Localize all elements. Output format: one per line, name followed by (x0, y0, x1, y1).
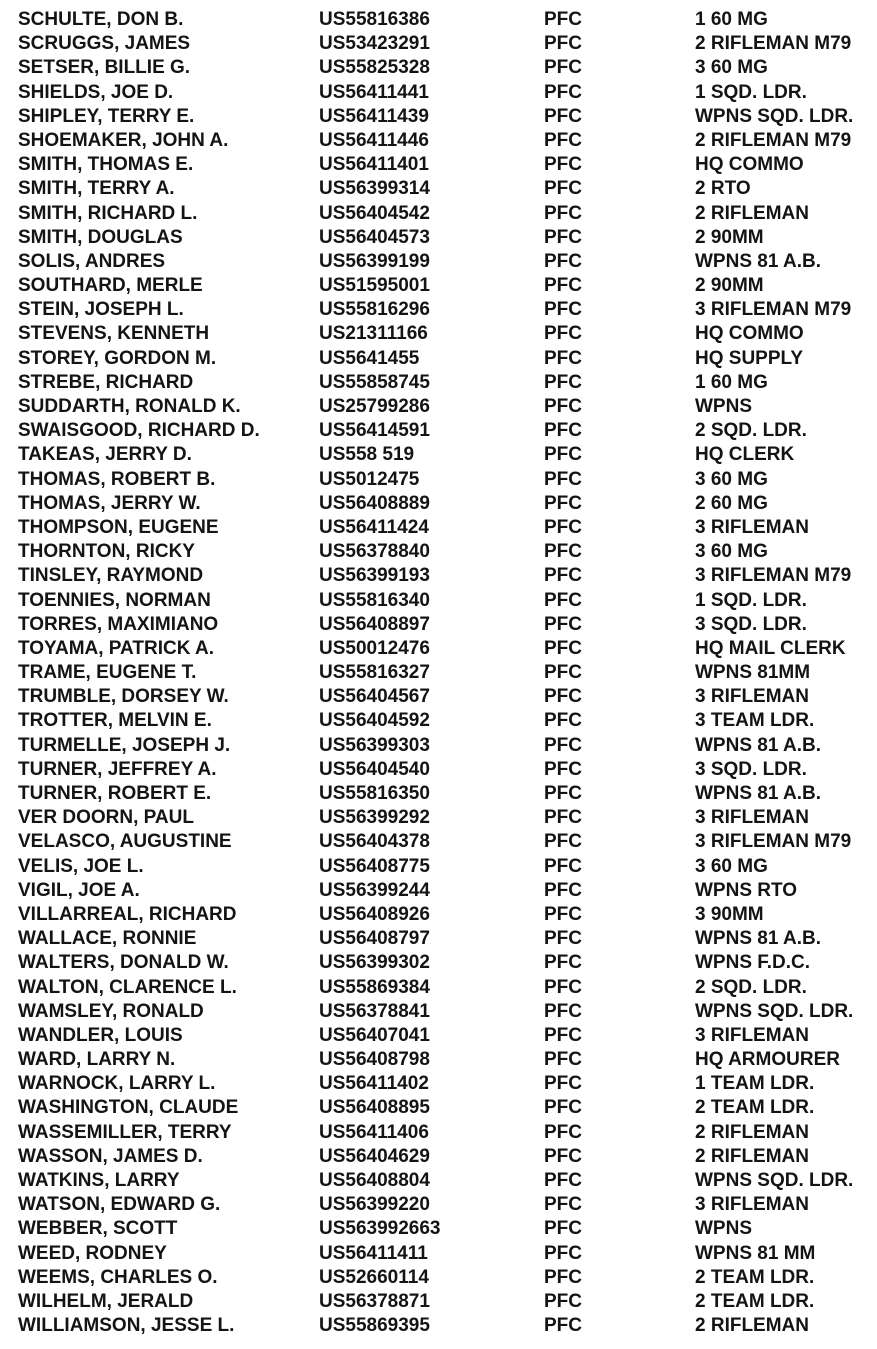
service-number: US55816340 (319, 589, 430, 611)
soldier-name: TOYAMA, PATRICK A. (18, 637, 214, 659)
rank: PFC (544, 686, 582, 708)
soldier-name: TURMELLE, JOSEPH J. (18, 734, 231, 756)
rank: PFC (544, 662, 582, 684)
duty-assignment: 3 60 MG (695, 855, 768, 877)
duty-assignment: 2 60 MG (695, 492, 768, 514)
soldier-name: VIGIL, JOE A. (18, 879, 140, 901)
duty-assignment: 3 RIFLEMAN M79 (695, 831, 852, 853)
soldier-name: WEEMS, CHARLES O. (18, 1266, 218, 1288)
service-number: US56408895 (319, 1097, 430, 1119)
service-number: US52660114 (319, 1266, 429, 1288)
duty-assignment: WPNS RTO (695, 879, 798, 901)
soldier-name: STEVENS, KENNETH (18, 323, 210, 345)
service-number: US558 519 (319, 444, 415, 466)
soldier-name: THOMPSON, EUGENE (18, 516, 219, 538)
soldier-name: WAMSLEY, RONALD (18, 1000, 204, 1022)
duty-assignment: 3 TEAM LDR. (695, 710, 815, 732)
duty-assignment: HQ COMMO (695, 323, 804, 345)
rank: PFC (544, 9, 582, 30)
roster-row (0, 298, 877, 322)
rank: PFC (544, 855, 582, 877)
service-number: US55816386 (319, 9, 430, 30)
service-number: US56404629 (319, 1145, 430, 1167)
rank: PFC (544, 710, 582, 732)
rank: PFC (544, 976, 582, 998)
rank: PFC (544, 202, 582, 224)
service-number: US56411411 (319, 1242, 428, 1264)
roster-row (0, 1314, 877, 1338)
roster-row (0, 1096, 877, 1120)
duty-assignment: 3 60 MG (695, 57, 768, 79)
roster-row (0, 105, 877, 129)
duty-assignment: WPNS 81MM (695, 662, 811, 684)
soldier-name: SUDDARTH, RONALD K. (18, 396, 241, 417)
rank: PFC (544, 565, 582, 587)
roster-row (0, 734, 877, 758)
duty-assignment: WPNS 81 MM (695, 1242, 816, 1264)
duty-assignment: 3 60 MG (695, 541, 768, 563)
duty-assignment: WPNS 81 A.B. (695, 734, 821, 756)
rank: PFC (544, 1266, 582, 1288)
rank: PFC (544, 323, 582, 345)
roster-row (0, 202, 877, 226)
rank: PFC (544, 1121, 582, 1143)
duty-assignment: 2 RIFLEMAN M79 (695, 33, 852, 55)
service-number: US56408926 (319, 903, 430, 925)
soldier-name: SMITH, TERRY A. (18, 178, 175, 200)
service-number: US56408897 (319, 613, 430, 635)
rank: PFC (544, 154, 582, 176)
soldier-name: SETSER, BILLIE G. (18, 57, 191, 79)
soldier-name: SOLIS, ANDRES (18, 250, 166, 272)
duty-assignment: 3 90MM (695, 903, 764, 925)
duty-assignment: 3 RIFLEMAN (695, 1024, 809, 1046)
roster-row (0, 951, 877, 975)
rank: PFC (544, 250, 582, 272)
duty-assignment: 3 RIFLEMAN (695, 1194, 809, 1216)
rank: PFC (544, 1073, 582, 1095)
soldier-name: TINSLEY, RAYMOND (18, 565, 204, 587)
service-number: US56404542 (319, 202, 430, 224)
duty-assignment: 2 RTO (695, 178, 751, 200)
service-number: US51595001 (319, 275, 430, 297)
roster-row (0, 661, 877, 685)
rank: PFC (544, 831, 582, 853)
soldier-name: WASSON, JAMES D. (18, 1145, 203, 1167)
roster-row (0, 709, 877, 733)
duty-assignment: HQ SUPPLY (695, 347, 804, 369)
rank: PFC (544, 299, 582, 321)
roster-row (0, 637, 877, 661)
service-number: US56411406 (319, 1121, 429, 1143)
rank: PFC (544, 758, 582, 780)
service-number: US56411441 (319, 81, 429, 103)
roster-row (0, 806, 877, 830)
rank: PFC (544, 1218, 582, 1240)
rank: PFC (544, 1145, 582, 1167)
duty-assignment: 2 TEAM LDR. (695, 1290, 815, 1312)
soldier-name: WILLIAMSON, JESSE L. (18, 1315, 235, 1337)
rank: PFC (544, 1049, 582, 1071)
soldier-name: WEED, RODNEY (18, 1242, 167, 1264)
roster-row (0, 177, 877, 201)
roster-row (0, 419, 877, 443)
rank: PFC (544, 541, 582, 563)
duty-assignment: WPNS 81 A.B. (695, 250, 821, 272)
roster-row (0, 1121, 877, 1145)
soldier-name: SCRUGGS, JAMES (18, 33, 191, 55)
roster-row (0, 758, 877, 782)
soldier-name: SMITH, DOUGLAS (18, 226, 183, 248)
soldier-name: VELIS, JOE L. (18, 855, 144, 877)
rank: PFC (544, 81, 582, 103)
duty-assignment: 1 60 MG (695, 371, 768, 393)
roster-row (0, 1145, 877, 1169)
duty-assignment: HQ ARMOURER (695, 1049, 840, 1071)
soldier-name: SHIELDS, JOE D. (18, 81, 174, 103)
rank: PFC (544, 734, 582, 756)
roster-row (0, 1193, 877, 1217)
rank: PFC (544, 1194, 582, 1216)
roster-row (0, 927, 877, 951)
roster-row (0, 32, 877, 56)
roster-row (0, 1000, 877, 1024)
soldier-name: TOENNIES, NORMAN (18, 589, 211, 611)
duty-assignment: 1 SQD. LDR. (695, 589, 807, 611)
roster-row (0, 685, 877, 709)
rank: PFC (544, 1170, 582, 1191)
service-number: US56399292 (319, 807, 430, 829)
roster-row (0, 1266, 877, 1290)
soldier-name: TROTTER, MELVIN E. (18, 710, 212, 732)
duty-assignment: WPNS 81 A.B. (695, 783, 821, 804)
roster-row (0, 395, 877, 419)
soldier-name: THOMAS, JERRY W. (18, 492, 201, 514)
soldier-name: STREBE, RICHARD (18, 371, 194, 393)
soldier-name: WALLACE, RONNIE (18, 928, 197, 950)
soldier-name: WATKINS, LARRY (18, 1170, 180, 1191)
soldier-name: WALTON, CLARENCE L. (18, 976, 237, 998)
service-number: US56404573 (319, 226, 430, 248)
service-number: US56378840 (319, 541, 430, 563)
roster-row (0, 492, 877, 516)
rank: PFC (544, 371, 582, 393)
duty-assignment: 2 TEAM LDR. (695, 1266, 815, 1288)
soldier-name: SMITH, RICHARD L. (18, 202, 198, 224)
rank: PFC (544, 1097, 582, 1119)
duty-assignment: 2 RIFLEMAN (695, 202, 809, 224)
soldier-name: WANDLER, LOUIS (18, 1024, 183, 1046)
duty-assignment: 2 RIFLEMAN (695, 1121, 809, 1143)
duty-assignment: WPNS SQD. LDR. (695, 105, 854, 127)
roster-row (0, 153, 877, 177)
soldier-name: SMITH, THOMAS E. (18, 154, 194, 176)
rank: PFC (544, 468, 582, 490)
rank: PFC (544, 226, 582, 248)
service-number: US56414591 (319, 420, 430, 442)
rank: PFC (544, 1315, 582, 1337)
rank: PFC (544, 33, 582, 55)
service-number: US56411424 (319, 516, 429, 538)
soldier-name: WASHINGTON, CLAUDE (18, 1097, 239, 1119)
rank: PFC (544, 516, 582, 538)
rank: PFC (544, 879, 582, 901)
duty-assignment: WPNS 81 A.B. (695, 928, 821, 950)
duty-assignment: 1 SQD. LDR. (695, 81, 807, 103)
roster-row (0, 1217, 877, 1241)
service-number: US56408797 (319, 928, 430, 950)
duty-assignment: 1 TEAM LDR. (695, 1073, 815, 1095)
duty-assignment: WPNS (695, 1218, 752, 1240)
rank: PFC (544, 275, 582, 297)
soldier-name: WEBBER, SCOTT (18, 1218, 178, 1240)
duty-assignment: 2 SQD. LDR. (695, 420, 807, 442)
service-number: US56404540 (319, 758, 430, 780)
service-number: US56404378 (319, 831, 430, 853)
soldier-name: SWAISGOOD, RICHARD D. (18, 420, 260, 442)
service-number: US56407041 (319, 1024, 430, 1046)
rank: PFC (544, 1024, 582, 1046)
rank: PFC (544, 903, 582, 925)
roster-row (0, 371, 877, 395)
service-number: US56404567 (319, 686, 430, 708)
service-number: US55825328 (319, 57, 430, 79)
roster-row (0, 879, 877, 903)
service-number: US55869384 (319, 976, 430, 998)
soldier-name: STEIN, JOSEPH L. (18, 299, 184, 321)
rank: PFC (544, 637, 582, 659)
duty-assignment: 3 RIFLEMAN (695, 516, 809, 538)
soldier-name: WILHELM, JERALD (18, 1290, 194, 1312)
duty-assignment: HQ CLERK (695, 444, 795, 466)
duty-assignment: 3 60 MG (695, 468, 768, 490)
roster-row (0, 226, 877, 250)
roster-row (0, 56, 877, 80)
service-number: US25799286 (319, 396, 430, 417)
roster-row (0, 613, 877, 637)
roster-row (0, 903, 877, 927)
duty-assignment: 3 RIFLEMAN (695, 686, 809, 708)
roster-row (0, 564, 877, 588)
service-number: US55816350 (319, 783, 430, 804)
service-number: US53423291 (319, 33, 430, 55)
duty-assignment: 3 RIFLEMAN (695, 807, 809, 829)
duty-assignment: 2 SQD. LDR. (695, 976, 807, 998)
duty-assignment: 2 90MM (695, 226, 764, 248)
rank: PFC (544, 444, 582, 466)
service-number: US56408804 (319, 1170, 430, 1191)
service-number: US563992663 (319, 1218, 441, 1240)
service-number: US56399314 (319, 178, 430, 200)
roster-row (0, 1048, 877, 1072)
soldier-name: THOMAS, ROBERT B. (18, 468, 216, 490)
rank: PFC (544, 1242, 582, 1264)
service-number: US56399220 (319, 1194, 430, 1216)
rank: PFC (544, 57, 582, 79)
service-number: US56399193 (319, 565, 430, 587)
soldier-name: WATSON, EDWARD G. (18, 1194, 221, 1216)
duty-assignment: 3 SQD. LDR. (695, 613, 807, 635)
rank: PFC (544, 396, 582, 417)
soldier-name: TRUMBLE, DORSEY W. (18, 686, 229, 708)
duty-assignment: 2 RIFLEMAN (695, 1145, 809, 1167)
duty-assignment: 1 60 MG (695, 9, 768, 30)
roster-row (0, 468, 877, 492)
soldier-name: SOUTHARD, MERLE (18, 275, 203, 297)
service-number: US56411446 (319, 129, 429, 151)
service-number: US56411439 (319, 105, 429, 127)
rank: PFC (544, 952, 582, 974)
roster-row (0, 1290, 877, 1314)
service-number: US50012476 (319, 637, 430, 659)
service-number: US56408798 (319, 1049, 430, 1071)
soldier-name: TORRES, MAXIMIANO (18, 613, 219, 635)
service-number: US56411401 (319, 154, 429, 176)
soldier-name: TRAME, EUGENE T. (18, 662, 197, 684)
service-number: US56411402 (319, 1073, 429, 1095)
soldier-name: VER DOORN, PAUL (18, 807, 194, 829)
service-number: US5641455 (319, 347, 420, 369)
roster-row (0, 589, 877, 613)
roster-row (0, 976, 877, 1000)
rank: PFC (544, 129, 582, 151)
roster-row (0, 516, 877, 540)
duty-assignment: 2 90MM (695, 275, 764, 297)
duty-assignment: 2 RIFLEMAN (695, 1315, 809, 1337)
roster-row (0, 347, 877, 371)
service-number: US5012475 (319, 468, 420, 490)
service-number: US56399244 (319, 879, 430, 901)
soldier-name: SHIPLEY, TERRY E. (18, 105, 195, 127)
soldier-name: SHOEMAKER, JOHN A. (18, 129, 229, 151)
roster-row (0, 1072, 877, 1096)
duty-assignment: WPNS (695, 396, 752, 417)
roster-row (0, 322, 877, 346)
personnel-roster (0, 8, 877, 1338)
roster-row (0, 782, 877, 806)
duty-assignment: 3 SQD. LDR. (695, 758, 807, 780)
service-number: US56378871 (319, 1290, 430, 1312)
soldier-name: STOREY, GORDON M. (18, 347, 217, 369)
duty-assignment: WPNS SQD. LDR. (695, 1170, 854, 1191)
soldier-name: WARD, LARRY N. (18, 1049, 176, 1071)
rank: PFC (544, 928, 582, 950)
duty-assignment: HQ MAIL CLERK (695, 637, 846, 659)
service-number: US56378841 (319, 1000, 430, 1022)
roster-row (0, 81, 877, 105)
rank: PFC (544, 105, 582, 127)
rank: PFC (544, 1000, 582, 1022)
duty-assignment: 3 RIFLEMAN M79 (695, 299, 852, 321)
duty-assignment: 2 TEAM LDR. (695, 1097, 815, 1119)
roster-row (0, 250, 877, 274)
soldier-name: TURNER, ROBERT E. (18, 783, 212, 804)
service-number: US55816296 (319, 299, 430, 321)
soldier-name: SCHULTE, DON B. (18, 9, 184, 30)
duty-assignment: 3 RIFLEMAN M79 (695, 565, 852, 587)
roster-row (0, 129, 877, 153)
roster-row (0, 274, 877, 298)
soldier-name: VILLARREAL, RICHARD (18, 903, 237, 925)
roster-row (0, 830, 877, 854)
service-number: US56408775 (319, 855, 430, 877)
soldier-name: WASSEMILLER, TERRY (18, 1121, 232, 1143)
duty-assignment: HQ COMMO (695, 154, 804, 176)
rank: PFC (544, 613, 582, 635)
service-number: US56399303 (319, 734, 430, 756)
duty-assignment: WPNS F.D.C. (695, 952, 811, 974)
roster-row (0, 1024, 877, 1048)
roster-row (0, 1242, 877, 1266)
service-number: US21311166 (319, 323, 428, 345)
rank: PFC (544, 783, 582, 804)
service-number: US56404592 (319, 710, 430, 732)
roster-row (0, 855, 877, 879)
soldier-name: WALTERS, DONALD W. (18, 952, 229, 974)
soldier-name: THORNTON, RICKY (18, 541, 195, 563)
roster-row (0, 540, 877, 564)
rank: PFC (544, 807, 582, 829)
soldier-name: TAKEAS, JERRY D. (18, 444, 192, 466)
duty-assignment: 2 RIFLEMAN M79 (695, 129, 852, 151)
soldier-name: VELASCO, AUGUSTINE (18, 831, 232, 853)
rank: PFC (544, 589, 582, 611)
soldier-name: WARNOCK, LARRY L. (18, 1073, 216, 1095)
roster-row (0, 1169, 877, 1193)
service-number: US55858745 (319, 371, 430, 393)
rank: PFC (544, 1290, 582, 1312)
duty-assignment: WPNS SQD. LDR. (695, 1000, 854, 1022)
service-number: US56399199 (319, 250, 430, 272)
rank: PFC (544, 492, 582, 514)
roster-row (0, 443, 877, 467)
service-number: US56399302 (319, 952, 430, 974)
roster-row (0, 8, 877, 32)
soldier-name: TURNER, JEFFREY A. (18, 758, 217, 780)
service-number: US55869395 (319, 1315, 430, 1337)
rank: PFC (544, 420, 582, 442)
rank: PFC (544, 347, 582, 369)
service-number: US55816327 (319, 662, 430, 684)
service-number: US56408889 (319, 492, 430, 514)
rank: PFC (544, 178, 582, 200)
